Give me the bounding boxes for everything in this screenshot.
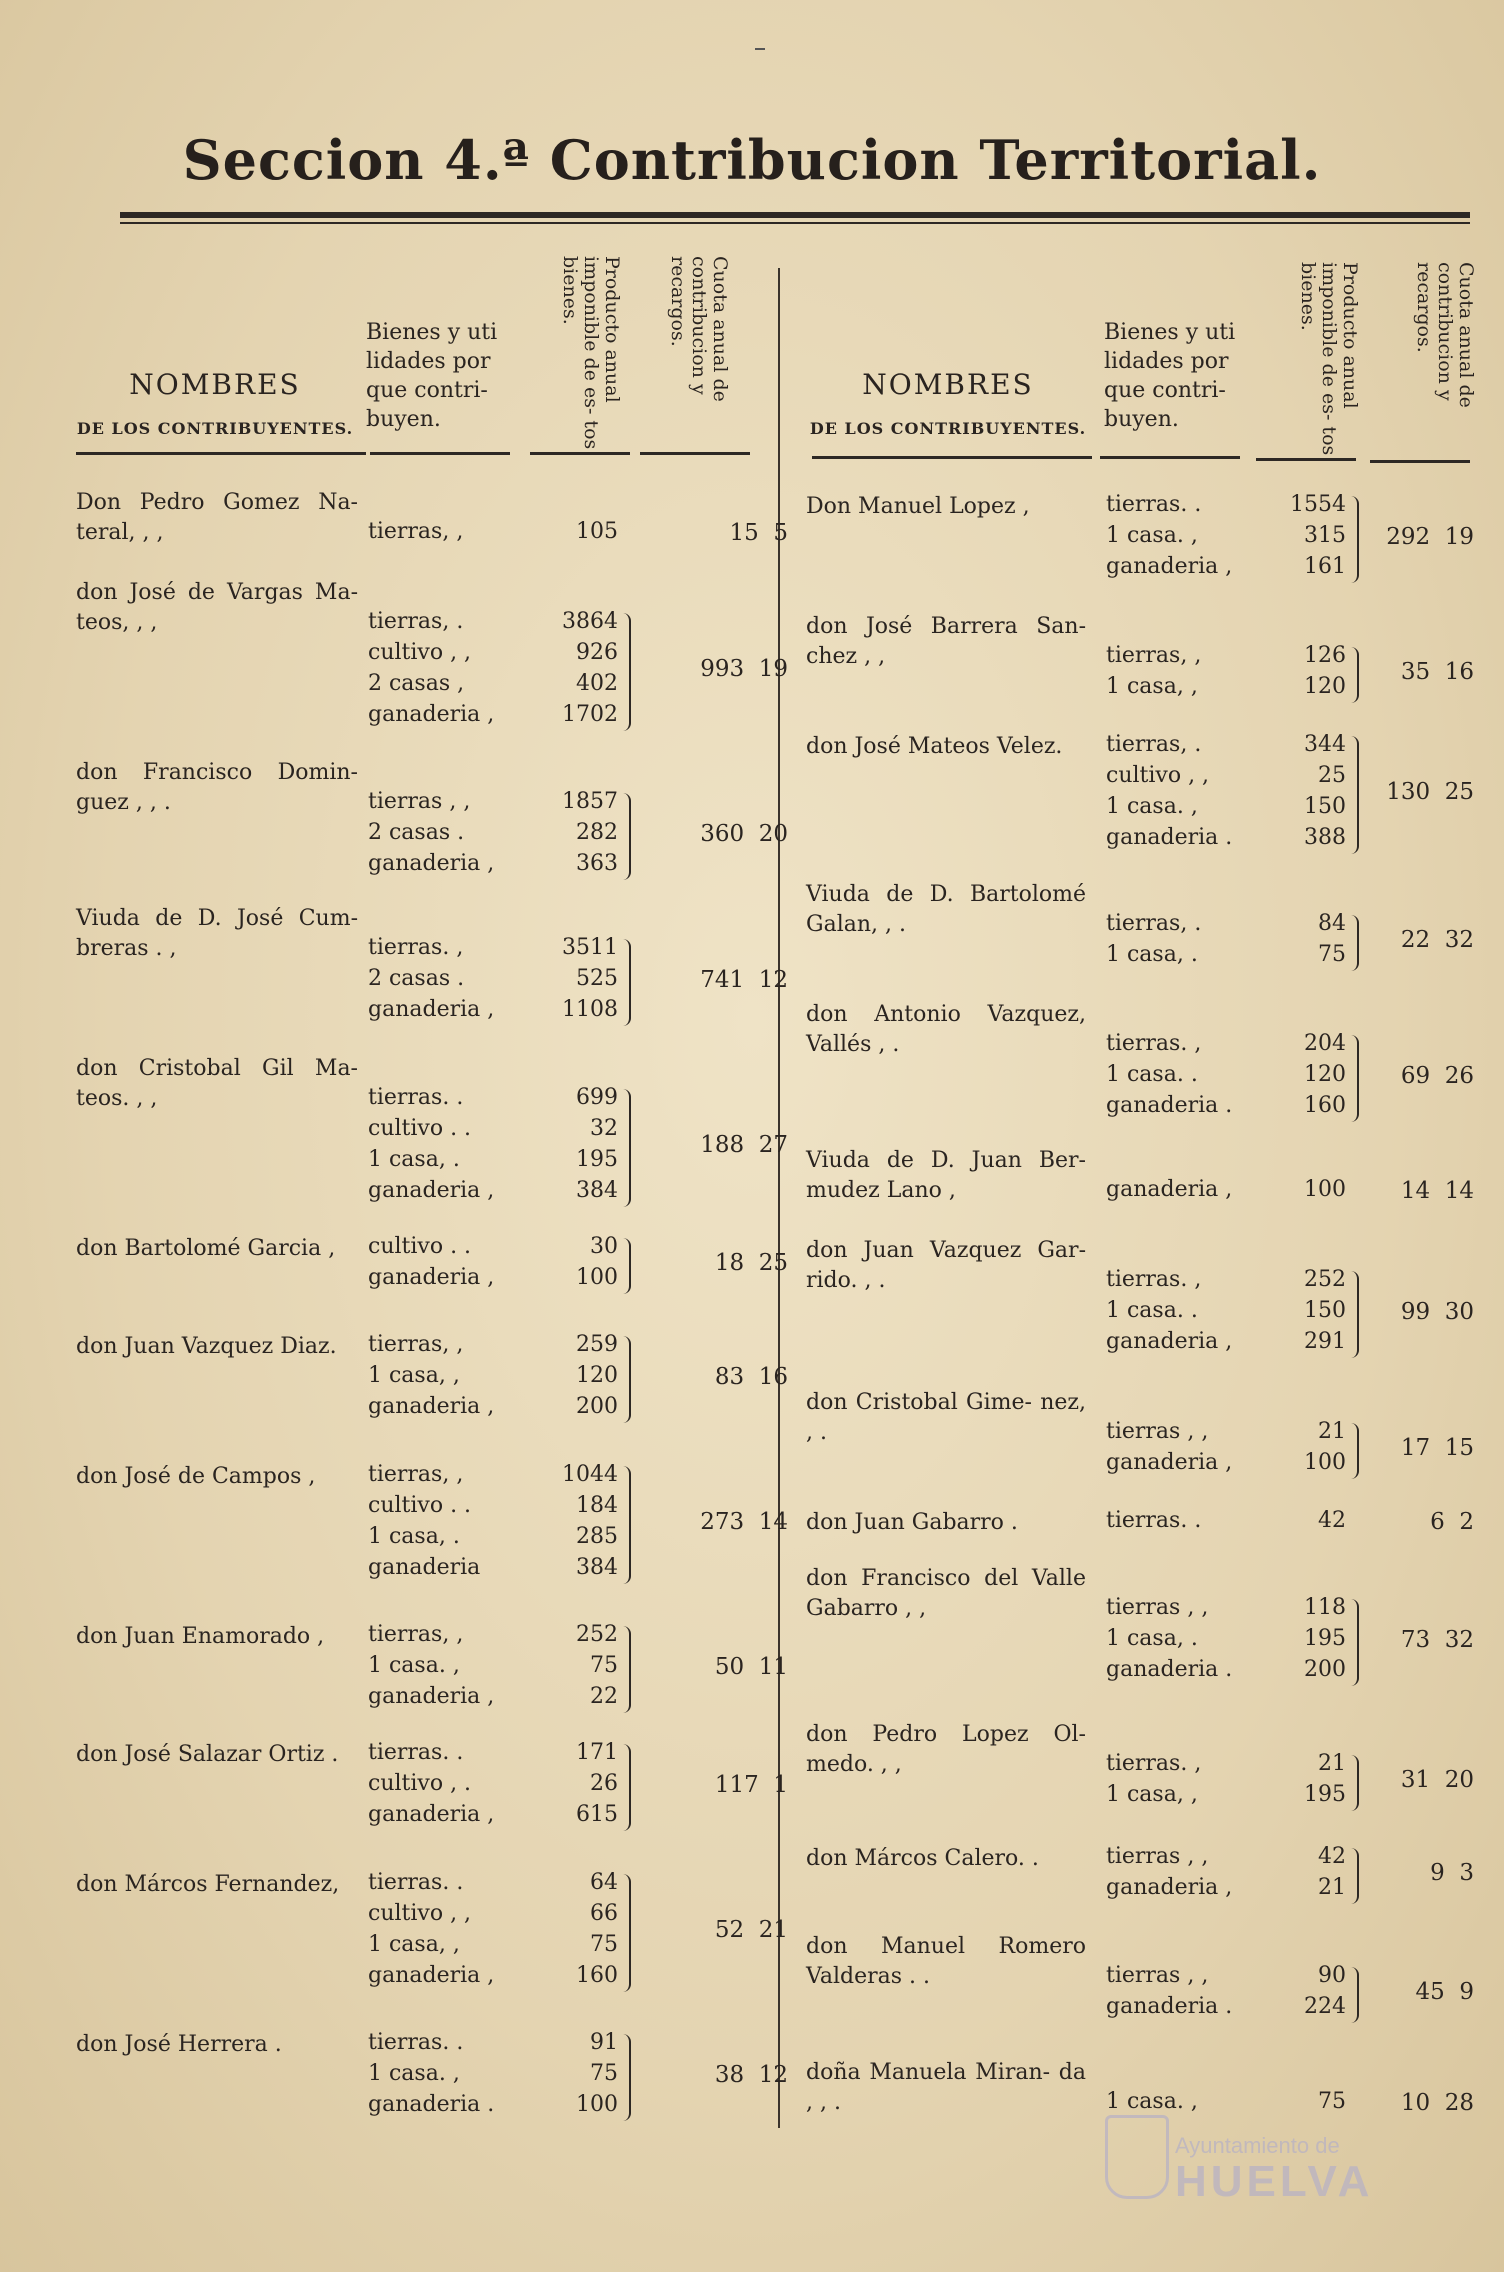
annual-quota: 6 2 [1430,1508,1474,1535]
annual-quota: 17 15 [1400,1435,1474,1461]
asset-type: ganaderia . [1106,1657,1233,1682]
asset-type: tierras, . [1106,732,1202,757]
asset-value: 3511 [562,935,618,960]
asset-type: ganaderia . [1106,1093,1233,1118]
annual-quota: 31 20 [1400,1767,1474,1793]
asset-value: 1857 [562,789,618,814]
header-bienes-line: Bienes y uti [1104,320,1236,345]
asset-value: 384 [576,1555,618,1580]
asset-type: tierras, , [1106,643,1202,668]
asset-type: ganaderia , [1106,1875,1233,1900]
asset-value: 204 [1304,1031,1346,1056]
asset-value: 42 [1318,1844,1346,1869]
contributor-name: don José Herrera . [76,2032,282,2057]
annual-quota: 273 14 [700,1509,788,1535]
header-rule [370,452,510,455]
header-rule [812,456,1092,459]
asset-value: 195 [1304,1626,1346,1651]
asset-value: 21 [1318,1875,1346,1900]
asset-type: tierras. . [368,1870,464,1895]
header-rule [1100,456,1240,459]
asset-value: 120 [1304,1062,1346,1087]
asset-type: tierras, , [368,519,464,544]
group-brace [623,2034,631,2121]
contributor-name: don José de Vargas Ma- teos, , , [76,580,358,635]
asset-value: 525 [576,966,618,991]
asset-type: 2 casas . [368,966,465,991]
header-cuota: Cuota anual de contribucion y recargos. [1413,262,1477,408]
header-bienes-line: buyen. [1104,407,1179,432]
asset-type: ganaderia , [1106,1329,1233,1354]
asset-value: 285 [576,1524,618,1549]
asset-value: 615 [576,1802,618,1827]
asset-value: 75 [590,1932,618,1957]
asset-type: tierras, , [368,1332,464,1357]
annual-quota: 50 11 [714,1653,788,1680]
annual-quota: 99 30 [1400,1298,1474,1325]
header-nombres [808,368,1088,438]
asset-type: cultivo , , [368,1901,472,1926]
annual-quota: 18 25 [714,1250,788,1276]
asset-type: ganaderia , [368,851,495,876]
group-brace [623,1466,631,1584]
annual-quota: 22 32 [1400,927,1474,953]
asset-type: ganaderia , [368,997,495,1022]
asset-value: 699 [576,1085,618,1110]
asset-type: 1 casa. , [1106,2089,1198,2114]
asset-type: ganaderia . [1106,825,1233,850]
asset-value: 150 [1304,1298,1346,1323]
annual-quota: 993 19 [700,656,788,682]
asset-value: 105 [576,519,618,544]
asset-type: 1 casa, . [368,1524,460,1549]
contributor-name: don Cristobal Gime- nez, , . [806,1390,1086,1445]
asset-value: 344 [1304,732,1346,757]
header-producto: Producto anual imponible de es- tos bienes. [559,256,623,450]
title-rule [120,212,1470,218]
asset-type: tierras. , [368,935,464,960]
asset-value: 42 [1318,1508,1346,1533]
asset-value: 363 [576,851,618,876]
header-cuota: Cuota anual de contribucion y recargos. [667,256,731,402]
group-brace [623,1744,631,1831]
annual-quota: 38 12 [714,2061,788,2088]
asset-value: 64 [590,1870,618,1895]
asset-value: 100 [1304,1450,1346,1475]
asset-value: 388 [1304,825,1346,850]
asset-value: 66 [590,1901,618,1926]
contributor-name: don José de Campos , [76,1464,316,1489]
contributor-name: don Pedro Lopez Ol- medo. , , [806,1722,1086,1777]
header-nombres-label: NOMBRES [862,368,1034,401]
annual-quota: 741 12 [700,966,788,993]
header-producto: Producto anual imponible de es- tos bienes. [1297,262,1361,456]
header-bienes-line: que contri- [1104,378,1226,403]
asset-type: ganaderia . [368,2092,495,2117]
asset-type: 1 casa. , [1106,523,1198,548]
asset-type: cultivo , , [1106,763,1210,788]
asset-value: 90 [1318,1963,1346,1988]
asset-value: 926 [576,640,618,665]
asset-type: ganaderia , [368,1265,495,1290]
annual-quota: 69 26 [1400,1062,1474,1089]
asset-type: ganaderia , [368,1178,495,1203]
asset-type: ganaderia , [368,1963,495,1988]
contributor-name: Don Manuel Lopez , [806,494,1030,519]
asset-type: ganaderia , [1106,1177,1233,1202]
group-brace [623,1626,631,1713]
asset-type: 1 casa, , [368,1363,460,1388]
asset-value: 171 [576,1740,618,1765]
asset-value: 200 [576,1394,618,1419]
header-contribuyentes-label: DE LOS CONTRIBUYENTES. [76,419,354,438]
asset-value: 25 [1318,763,1346,788]
asset-value: 21 [1318,1751,1346,1776]
asset-type: 1 casa, , [1106,674,1198,699]
group-brace [623,613,631,731]
contributor-name: don Juan Vazquez Diaz. [76,1334,337,1359]
header-bienes-line: lidades por [1104,349,1229,374]
asset-type: ganaderia , [368,1802,495,1827]
group-brace [623,1874,631,1992]
top-mark [755,48,765,50]
header-nombres-label: NOMBRES [129,368,301,401]
asset-type: 1 casa. , [368,1653,460,1678]
watermark-line1: Ayuntamiento de [1175,2133,1340,2158]
shield-icon [1105,2115,1169,2199]
asset-value: 26 [590,1771,618,1796]
group-brace [623,793,631,880]
annual-quota: 9 3 [1430,1860,1474,1886]
asset-value: 195 [1304,1782,1346,1807]
asset-value: 315 [1304,523,1346,548]
annual-quota: 35 16 [1400,659,1474,685]
header-rule [640,452,750,455]
asset-value: 100 [576,2092,618,2117]
asset-value: 75 [1318,2089,1346,2114]
annual-quota: 14 14 [1400,1177,1474,1204]
asset-value: 291 [1304,1329,1346,1354]
asset-type: ganaderia , [1106,1450,1233,1475]
asset-value: 402 [576,671,618,696]
contributor-name: Don Pedro Gomez Na- teral, , , [76,490,358,545]
contributor-name: don Manuel Romero Valderas . . [806,1934,1086,1989]
asset-value: 3864 [562,609,618,634]
asset-type: tierras , , [1106,1963,1209,1988]
asset-value: 100 [1304,1177,1346,1202]
contributor-name: don Juan Gabarro . [806,1510,1018,1535]
group-brace [623,1089,631,1207]
asset-type: 1 casa, . [1106,942,1198,967]
asset-type: ganaderia [368,1555,481,1580]
group-brace [623,939,631,1026]
asset-value: 22 [590,1684,618,1709]
annual-quota: 292 19 [1386,523,1474,550]
header-nombres [70,368,360,438]
right-header [808,250,1488,456]
asset-type: tierras. . [1106,492,1202,517]
annual-quota: 73 32 [1400,1626,1474,1653]
contributor-name: don Juan Vazquez Gar- rido. , . [806,1238,1086,1293]
asset-value: 150 [1304,794,1346,819]
asset-type: tierras. . [368,1740,464,1765]
asset-type: tierras. . [368,1085,464,1110]
asset-type: tierras, , [368,1462,464,1487]
asset-type: tierras , , [368,789,471,814]
asset-type: 1 casa, , [1106,1782,1198,1807]
asset-value: 195 [576,1147,618,1172]
annual-quota: 52 21 [714,1917,788,1943]
watermark-line2: HUELVA [1175,2157,1374,2206]
asset-value: 1554 [1290,492,1346,517]
asset-value: 120 [1304,674,1346,699]
asset-value: 259 [576,1332,618,1357]
column-divider [778,268,780,2128]
contributor-name: don Márcos Calero. . [806,1846,1039,1871]
asset-type: 1 casa. , [1106,794,1198,819]
contributor-name: don José Barrera San- chez , , [806,614,1086,669]
annual-quota: 117 1 [714,1771,788,1798]
asset-value: 252 [1304,1267,1346,1292]
asset-value: 1702 [562,702,618,727]
asset-value: 75 [1318,942,1346,967]
header-bienes-line: que contri- [366,378,488,403]
asset-type: tierras, , [368,1622,464,1647]
asset-type: 2 casas , [368,671,465,696]
header-contribuyentes-label: DE LOS CONTRIBUYENTES. [809,419,1087,438]
asset-value: 91 [590,2030,618,2055]
asset-type: 1 casa. , [368,2061,460,2086]
asset-value: 184 [576,1493,618,1518]
annual-quota: 15 5 [729,519,788,546]
header-rule [1256,458,1356,461]
asset-value: 30 [590,1234,618,1259]
asset-type: cultivo , . [368,1771,472,1796]
annual-quota: 360 20 [700,820,788,847]
asset-type: tierras , , [1106,1595,1209,1620]
header-bienes-line: Bienes y uti [366,320,498,345]
contributor-name: don Francisco del Valle Gabarro , , [806,1566,1086,1621]
contributor-name: don Bartolomé Garcia , [76,1236,336,1261]
asset-type: tierras. , [1106,1267,1202,1292]
annual-quota: 83 16 [714,1363,788,1390]
asset-type: cultivo . . [368,1234,472,1259]
asset-type: ganaderia . [1106,1994,1233,2019]
contributor-name: Viuda de D. Juan Ber- mudez Lano , [806,1148,1086,1203]
asset-value: 282 [576,820,618,845]
asset-type: cultivo , , [368,640,472,665]
asset-type: tierras, . [368,609,464,634]
asset-value: 21 [1318,1419,1346,1444]
asset-value: 126 [1304,643,1346,668]
annual-quota: 130 25 [1386,779,1474,805]
asset-type: ganaderia , [368,702,495,727]
contributor-name: don Antonio Vazquez, Vallés , . [806,1002,1086,1057]
asset-type: tierras, . [1106,911,1202,936]
asset-type: ganaderia , [368,1684,495,1709]
asset-value: 1108 [562,997,618,1022]
asset-value: 200 [1304,1657,1346,1682]
asset-type: 2 casas . [368,820,465,845]
contributor-name: don Cristobal Gil Ma- teos. , , [76,1056,358,1111]
header-rule [1370,460,1470,463]
left-header [70,250,770,450]
asset-type: 1 casa. . [1106,1062,1198,1087]
asset-value: 384 [576,1178,618,1203]
header-bienes-line: lidades por [366,349,491,374]
asset-value: 75 [590,1653,618,1678]
page-title: Seccion 4.ª Contribucion Territorial. [182,128,1322,192]
asset-type: cultivo . . [368,1493,472,1518]
asset-value: 160 [576,1963,618,1988]
asset-value: 32 [590,1116,618,1141]
header-bienes [366,318,497,434]
contributor-name: don Márcos Fernandez, [76,1872,340,1897]
asset-value: 224 [1304,1994,1346,2019]
asset-value: 120 [576,1363,618,1388]
contributor-name: Viuda de D. José Cum- breras . , [76,906,358,961]
header-bienes [1104,318,1235,434]
contributor-name: doña Manuela Miran- da , , . [806,2060,1086,2115]
header-rule [76,452,366,455]
annual-quota: 188 27 [700,1132,788,1158]
contributor-name: don Juan Enamorado , [76,1624,325,1649]
header-bienes-line: buyen. [366,407,441,432]
asset-value: 161 [1304,554,1346,579]
contributor-name: don José Salazar Ortiz . [76,1742,339,1767]
annual-quota: 45 9 [1415,1979,1474,2005]
asset-type: ganaderia , [368,1394,495,1419]
asset-value: 75 [590,2061,618,2086]
asset-value: 84 [1318,911,1346,936]
asset-type: 1 casa, , [368,1932,460,1957]
asset-type: ganaderia , [1106,554,1233,579]
asset-type: tierras. . [368,2030,464,2055]
contributor-name: don José Mateos Velez. [806,734,1063,759]
asset-value: 252 [576,1622,618,1647]
contributor-name: don Francisco Domin- guez , , . [76,760,358,815]
asset-type: cultivo . . [368,1116,472,1141]
asset-type: tierras. , [1106,1751,1202,1776]
group-brace [623,1238,631,1294]
asset-type: 1 casa, . [1106,1626,1198,1651]
asset-type: 1 casa. . [1106,1298,1198,1323]
header-rule [530,452,630,455]
asset-type: tierras , , [1106,1844,1209,1869]
group-brace [623,1336,631,1423]
asset-type: tierras. , [1106,1031,1202,1056]
contributor-name: Viuda de D. Bartolomé Galan, , . [806,882,1086,937]
asset-value: 160 [1304,1093,1346,1118]
title-rule-thin [120,222,1470,224]
asset-value: 118 [1304,1595,1346,1620]
asset-value: 100 [576,1265,618,1290]
asset-type: tierras. . [1106,1508,1202,1533]
asset-value: 1044 [562,1462,618,1487]
annual-quota: 10 28 [1400,2089,1474,2116]
asset-type: 1 casa, . [368,1147,460,1172]
asset-type: tierras , , [1106,1419,1209,1444]
